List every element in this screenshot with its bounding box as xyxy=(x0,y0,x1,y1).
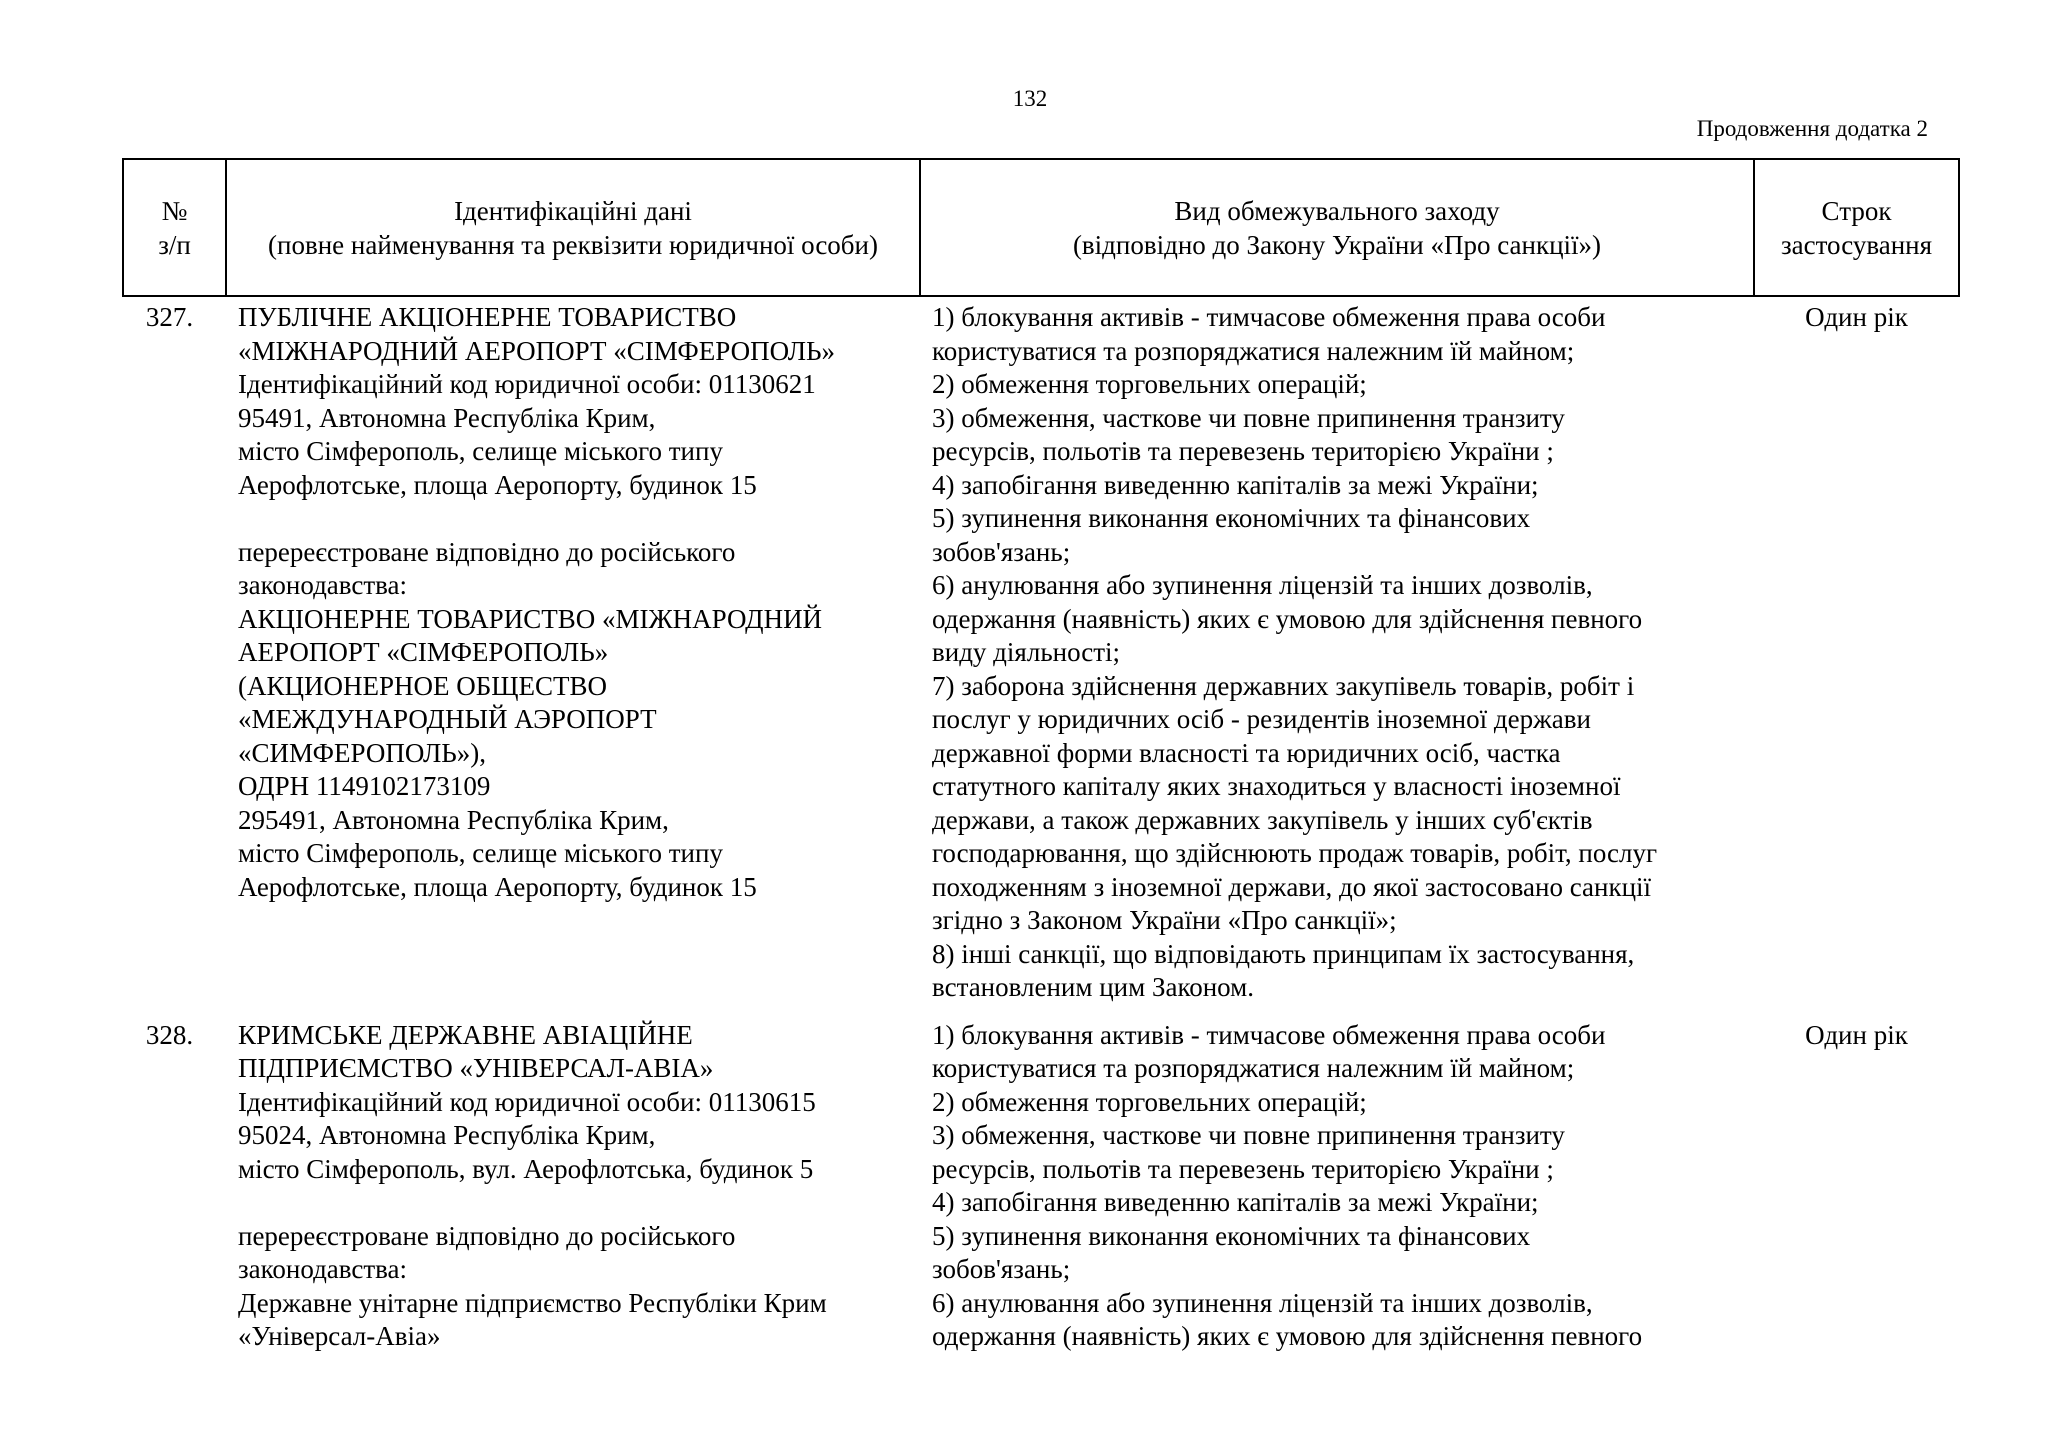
table-header-row xyxy=(123,159,1959,296)
text-line: 95024, Автономна Республіка Крим, xyxy=(238,1120,656,1150)
text-line: 5) зупинення виконання економічних та фінансових xyxy=(932,503,1531,533)
text-line: встановленим цим Законом. xyxy=(932,972,1254,1002)
text-line: Аерофлотське, площа Аеропорту, будинок 15 xyxy=(238,871,757,902)
text-line: законодавства: xyxy=(238,570,408,600)
text-line: 2) обмеження торговельних операцій; xyxy=(932,1086,1367,1117)
text-line: виду діяльності; xyxy=(932,637,1121,667)
text-line: «МІЖНАРОДНИЙ АЕРОПОРТ «СІМФЕРОПОЛЬ» xyxy=(238,335,836,366)
text-line: 1) блокування активів - тимчасове обмеження права особи xyxy=(932,1019,1606,1050)
text-line: господарювання, що здійснюють продаж товарів, робіт, послуг xyxy=(932,838,1658,868)
blank-line xyxy=(238,502,920,536)
header-identification-line: Ідентифікаційні дані xyxy=(454,195,692,226)
text-line: 2) обмеження торговельних операцій; xyxy=(932,369,1367,399)
text-line: 295491, Автономна Республіка Крим, xyxy=(238,804,669,835)
header-identification xyxy=(226,159,920,296)
text-line: (АКЦИОНЕРНОЕ ОБЩЕСТВО xyxy=(238,670,607,701)
text-line: КРИМСЬКЕ ДЕРЖАВНЕ АВІАЦІЙНЕ xyxy=(238,1019,693,1050)
text-line: 3) обмеження, часткове чи повне припинення транзиту xyxy=(932,1120,1565,1150)
text-line: «СИМФЕРОПОЛЬ»), xyxy=(238,737,487,768)
text-line: ресурсів, польотів та перевезень територією України ; xyxy=(932,1153,1554,1184)
text-line: законодавства: xyxy=(238,1254,408,1284)
text-line: АКЦІОНЕРНЕ ТОВАРИСТВО «МІЖНАРОДНИЙ xyxy=(238,603,823,634)
text-line: місто Сімферополь, селище міського типу xyxy=(238,436,723,466)
text-line: перереєстроване відповідно до російського xyxy=(238,536,736,567)
text-line: згідно з Законом України «Про санкції»; xyxy=(932,905,1397,935)
text-line: користуватися та розпоряджатися належним їй майном; xyxy=(932,335,1575,366)
text-line: ПУБЛІЧНЕ АКЦІОНЕРНЕ ТОВАРИСТВО xyxy=(238,302,737,332)
row-number: 327. xyxy=(145,302,194,332)
text-line: «МЕЖДУНАРОДНЫЙ АЭРОПОРТ xyxy=(238,704,657,734)
header-num-line: з/п xyxy=(158,229,191,260)
text-line: зобов'язань; xyxy=(932,536,1071,567)
text-line: Ідентифікаційний код юридичної особи: 01130621 xyxy=(238,369,816,399)
text-line: 6) анулювання або зупинення ліцензій та інших дозволів, xyxy=(932,1287,1593,1318)
text-line: місто Сімферополь, селище міського типу xyxy=(238,838,723,868)
text-line: 6) анулювання або зупинення ліцензій та інших дозволів, xyxy=(932,570,1593,600)
measures-cell xyxy=(920,1019,1754,1354)
blank-line xyxy=(238,1186,920,1220)
text-line: «Універсал-Авіа» xyxy=(238,1321,441,1351)
page-number: 132 xyxy=(1012,86,1048,111)
text-line: 4) запобігання виведенню капіталів за межі України; xyxy=(932,469,1539,500)
header-measure xyxy=(920,159,1754,296)
text-line: одержання (наявність) яких є умовою для здійснення певного xyxy=(932,603,1643,634)
identification-cell xyxy=(226,296,920,1019)
header-num xyxy=(123,159,226,296)
text-line: Державне унітарне підприємство Республіки Крим xyxy=(238,1287,827,1318)
header-num-line: № xyxy=(161,195,188,226)
text-line: ОДРН 1149102173109 xyxy=(238,771,491,801)
header-term-line: Строк xyxy=(1821,195,1892,226)
text-line: АЕРОПОРТ «СІМФЕРОПОЛЬ» xyxy=(238,637,609,667)
text-line: 8) інші санкції, що відповідають принципам їх застосування, xyxy=(932,938,1635,969)
text-line: 7) заборона здійснення державних закупівель товарів, робіт і xyxy=(932,670,1635,701)
header-measure-line: Вид обмежувального заходу xyxy=(1174,195,1500,226)
text-line: Ідентифікаційний код юридичної особи: 01130615 xyxy=(238,1086,816,1117)
text-line: 95491, Автономна Республіка Крим, xyxy=(238,402,656,433)
text-line: ресурсів, польотів та перевезень територією України ; xyxy=(932,436,1554,466)
header-term xyxy=(1754,159,1959,296)
row-number: 328. xyxy=(145,1019,194,1050)
header-identification-line: (повне найменування та реквізити юридичної особи) xyxy=(268,229,878,260)
text-line: послуг у юридичних осіб - резидентів іноземної держави xyxy=(932,704,1591,734)
text-line: 3) обмеження, часткове чи повне припинення транзиту xyxy=(932,402,1565,433)
text-line: походженням з іноземної держави, до якої застосовано санкції xyxy=(932,871,1652,902)
header-measure-line: (відповідно до Закону України «Про санкції») xyxy=(1072,229,1602,260)
text-line: держави, а також державних закупівель у інших суб'єктів xyxy=(932,804,1593,835)
text-line: статутного капіталу яких знаходиться у власності іноземної xyxy=(932,771,1621,801)
text-line: 5) зупинення виконання економічних та фінансових xyxy=(932,1220,1531,1251)
text-line: перереєстроване відповідно до російського xyxy=(238,1220,736,1251)
text-line: зобов'язань; xyxy=(932,1254,1071,1284)
table-row xyxy=(123,1019,1959,1354)
text-line: місто Сімферополь, вул. Аерофлотська, будинок 5 xyxy=(238,1153,814,1184)
text-line: одержання (наявність) яких є умовою для здійснення певного xyxy=(932,1321,1643,1351)
identification-cell xyxy=(226,1019,920,1354)
table-row xyxy=(123,296,1959,1019)
text-line: 4) запобігання виведенню капіталів за межі України; xyxy=(932,1187,1539,1217)
text-line: Аерофлотське, площа Аеропорту, будинок 15 xyxy=(238,469,757,500)
term-cell: Один рік xyxy=(1805,302,1908,332)
text-line: 1) блокування активів - тимчасове обмеження права особи xyxy=(932,302,1606,332)
header-term-line: застосування xyxy=(1780,229,1933,260)
text-line: державної форми власності та юридичних осіб, частка xyxy=(932,737,1561,768)
continuation-label: Продовження додатка 2 xyxy=(1696,116,1928,141)
text-line: ПІДПРИЄМСТВО «УНІВЕРСАЛ-АВІА» xyxy=(238,1053,714,1083)
text-line: користуватися та розпоряджатися належним їй майном; xyxy=(932,1053,1575,1083)
sanctions-table xyxy=(122,158,1960,1354)
measures-cell xyxy=(920,296,1754,1019)
term-cell: Один рік xyxy=(1805,1019,1908,1050)
